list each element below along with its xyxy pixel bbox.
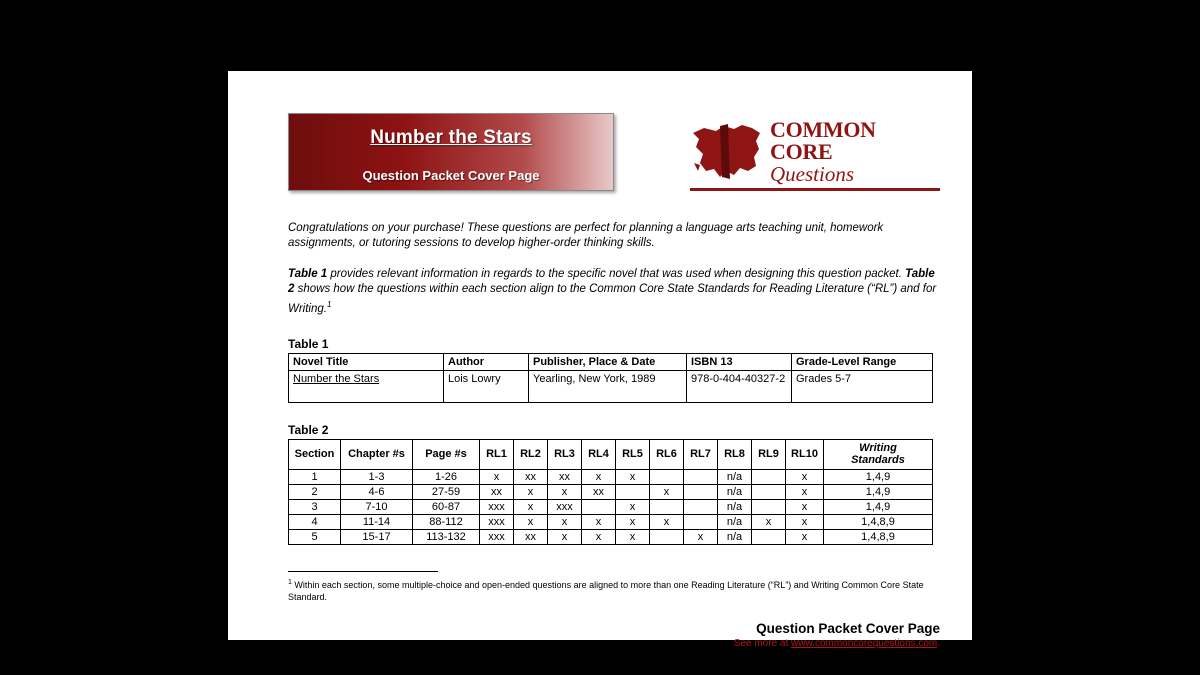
- table2-cell: [752, 529, 786, 544]
- table1-header-row: [289, 353, 933, 370]
- table1-header-grade-range: Grade-Level Range: [792, 353, 933, 370]
- table2-cell: 1,4,9: [824, 484, 933, 499]
- table-row: [289, 484, 933, 499]
- table2-cell: [650, 499, 684, 514]
- logo-line-core: CORE: [770, 139, 833, 164]
- document-footer: [288, 621, 940, 649]
- logo-line-common: COMMON: [770, 117, 876, 142]
- table2-header-rl8: RL8: [718, 439, 752, 469]
- table2-cell: x: [786, 469, 824, 484]
- table-row: [289, 469, 933, 484]
- table2-cell: xx: [582, 484, 616, 499]
- table2-cell: xxx: [480, 499, 514, 514]
- table2-cell: 4-6: [341, 484, 413, 499]
- table2-cell: 1: [289, 469, 341, 484]
- document-page: [228, 71, 972, 649]
- table2-cell: 3: [289, 499, 341, 514]
- table2-header-chapters: Chapter #s: [341, 439, 413, 469]
- table2-cell: [752, 469, 786, 484]
- usa-map-icon: [690, 119, 764, 183]
- table2-cell: 5: [289, 529, 341, 544]
- table2-cell: 4: [289, 514, 341, 529]
- table1-cell-author: Lois Lowry: [444, 370, 529, 402]
- table-row: [289, 370, 933, 402]
- table2-header-rl7: RL7: [684, 439, 718, 469]
- table2-cell: n/a: [718, 469, 752, 484]
- table2-cell: x: [514, 499, 548, 514]
- table2-header-section: Section: [289, 439, 341, 469]
- table1-header-publisher: Publisher, Place & Date: [529, 353, 687, 370]
- page-title: Number the Stars: [370, 127, 532, 148]
- footer-suffix: .: [937, 637, 940, 649]
- table2-cell: 113-132: [413, 529, 480, 544]
- table2-cell: x: [548, 514, 582, 529]
- table2-header-row: [289, 439, 933, 469]
- logo-line-questions: Questions: [770, 162, 854, 186]
- table2-cell: [650, 529, 684, 544]
- table2-reference: Table 2: [288, 268, 935, 295]
- footer-see-more-prefix: See more at: [733, 637, 792, 649]
- table2-cell: 1,4,9: [824, 499, 933, 514]
- table2-cell: [752, 484, 786, 499]
- novel-title-value: Number the Stars: [293, 372, 380, 385]
- table2-cell: x: [786, 484, 824, 499]
- table2-header-writing-standards: [824, 439, 933, 469]
- footnote-marker: 1: [288, 578, 292, 586]
- table2-cell: [684, 469, 718, 484]
- table2-cell: x: [582, 529, 616, 544]
- title-plate: [288, 113, 614, 191]
- table2-cell: xx: [514, 469, 548, 484]
- table2-cell: [616, 484, 650, 499]
- table2-cell: 1,4,8,9: [824, 529, 933, 544]
- footer-see-more: [288, 638, 940, 649]
- table1-header-novel-title: Novel Title: [289, 353, 444, 370]
- logo-underline-rule: [690, 188, 940, 191]
- footer-title: Question Packet Cover Page: [756, 620, 940, 636]
- table1-reference: Table 1: [288, 268, 328, 280]
- intro-p2-a-rest: provides relevant information in regards to the specific novel that was used when designing this question packet.: [327, 268, 902, 280]
- table2-header-rl1: RL1: [480, 439, 514, 469]
- table2-header-rl6: RL6: [650, 439, 684, 469]
- table2-cell: 1,4,8,9: [824, 514, 933, 529]
- table1-cell-novel-title: [289, 370, 444, 402]
- table2-header-rl9: RL9: [752, 439, 786, 469]
- table1-cell-grade-range: Grades 5-7: [792, 370, 933, 402]
- intro-p2-b-rest: shows how the questions within each section align to the Common Core State Standards for Reading Literature (“RL”) and for Writing.: [288, 283, 937, 315]
- table2-cell: n/a: [718, 529, 752, 544]
- brand-logo: [690, 113, 940, 191]
- table2-cell: n/a: [718, 499, 752, 514]
- table2-cell: x: [582, 469, 616, 484]
- table2-cell: 15-17: [341, 529, 413, 544]
- table2-cell: n/a: [718, 514, 752, 529]
- page-content: [288, 113, 940, 649]
- footnote-text: Within each section, some multiple-choice and open-ended questions are aligned to more than one Reading Literature (“RL”) and Writing Common Core State Standard.: [288, 579, 924, 602]
- footnote-marker-inline: 1: [326, 300, 332, 309]
- table2-cell: x: [786, 499, 824, 514]
- table2-cell: 1-26: [413, 469, 480, 484]
- table2-cell: [684, 514, 718, 529]
- table2-cell: xxx: [480, 529, 514, 544]
- table2-cell: 1,4,9: [824, 469, 933, 484]
- table2-cell: xxx: [548, 499, 582, 514]
- table2-cell: x: [684, 529, 718, 544]
- table2-cell: [582, 499, 616, 514]
- table2-header-pages: Page #s: [413, 439, 480, 469]
- table2-cell: x: [650, 514, 684, 529]
- table1-cell-publisher: Yearling, New York, 1989: [529, 370, 687, 402]
- table2-cell: x: [548, 529, 582, 544]
- document-header: [288, 113, 940, 191]
- table1-header-isbn: ISBN 13: [687, 353, 792, 370]
- table2-cell: [684, 484, 718, 499]
- table2-cell: n/a: [718, 484, 752, 499]
- table2-cell: 1-3: [341, 469, 413, 484]
- table2-cell: x: [548, 484, 582, 499]
- table2-cell: x: [786, 514, 824, 529]
- table2-cell: x: [616, 514, 650, 529]
- table2-cell: x: [616, 499, 650, 514]
- footnote-divider: [288, 571, 438, 572]
- table2-cell: x: [650, 484, 684, 499]
- table2-cell: x: [514, 514, 548, 529]
- table2-cell: x: [616, 529, 650, 544]
- table2-cell: xx: [480, 484, 514, 499]
- table2-header-rl5: RL5: [616, 439, 650, 469]
- table2-cell: xx: [514, 529, 548, 544]
- table2-cell: 2: [289, 484, 341, 499]
- table-row: [289, 514, 933, 529]
- table2-cell: 60-87: [413, 499, 480, 514]
- table2-cell: x: [582, 514, 616, 529]
- table2-header-rl10: RL10: [786, 439, 824, 469]
- intro-paragraph-2: [288, 267, 940, 317]
- table2-cell: 11-14: [341, 514, 413, 529]
- table2-cell: x: [514, 484, 548, 499]
- table-row: [289, 499, 933, 514]
- table2-cell: xx: [548, 469, 582, 484]
- table2-cell: x: [786, 529, 824, 544]
- table2-cell: x: [616, 469, 650, 484]
- table2-cell: [650, 469, 684, 484]
- table2-header-rl2: RL2: [514, 439, 548, 469]
- page-subtitle: Question Packet Cover Page: [362, 168, 540, 183]
- table2-cell: 88-112: [413, 514, 480, 529]
- writing-header-line1: Writing: [859, 442, 897, 455]
- table2-cell: xxx: [480, 514, 514, 529]
- table2: [288, 439, 933, 545]
- table2-cell: 27-59: [413, 484, 480, 499]
- table2-cell: x: [480, 469, 514, 484]
- writing-header-line2: Standards: [851, 454, 905, 467]
- table1-header-author: Author: [444, 353, 529, 370]
- table2-cell: [752, 499, 786, 514]
- table2-cell: x: [752, 514, 786, 529]
- table2-label: Table 2: [288, 422, 329, 437]
- table2-header-rl4: RL4: [582, 439, 616, 469]
- table1-cell-isbn: 978-0-404-40327-2: [687, 370, 792, 402]
- footnote: [288, 577, 940, 603]
- table1: [288, 353, 933, 403]
- table2-header-rl3: RL3: [548, 439, 582, 469]
- table2-body: [289, 469, 933, 544]
- intro-paragraph-1: Congratulations on your purchase! These questions are perfect for planning a language arts teaching unit, homework assignments, or tutoring sessions to develop higher-order thinking skills.: [288, 222, 884, 249]
- table2-cell: 7-10: [341, 499, 413, 514]
- table1-label: Table 1: [288, 336, 329, 351]
- website-link[interactable]: www.commoncorequestions.com: [791, 637, 938, 649]
- table2-cell: [684, 499, 718, 514]
- table-row: [289, 529, 933, 544]
